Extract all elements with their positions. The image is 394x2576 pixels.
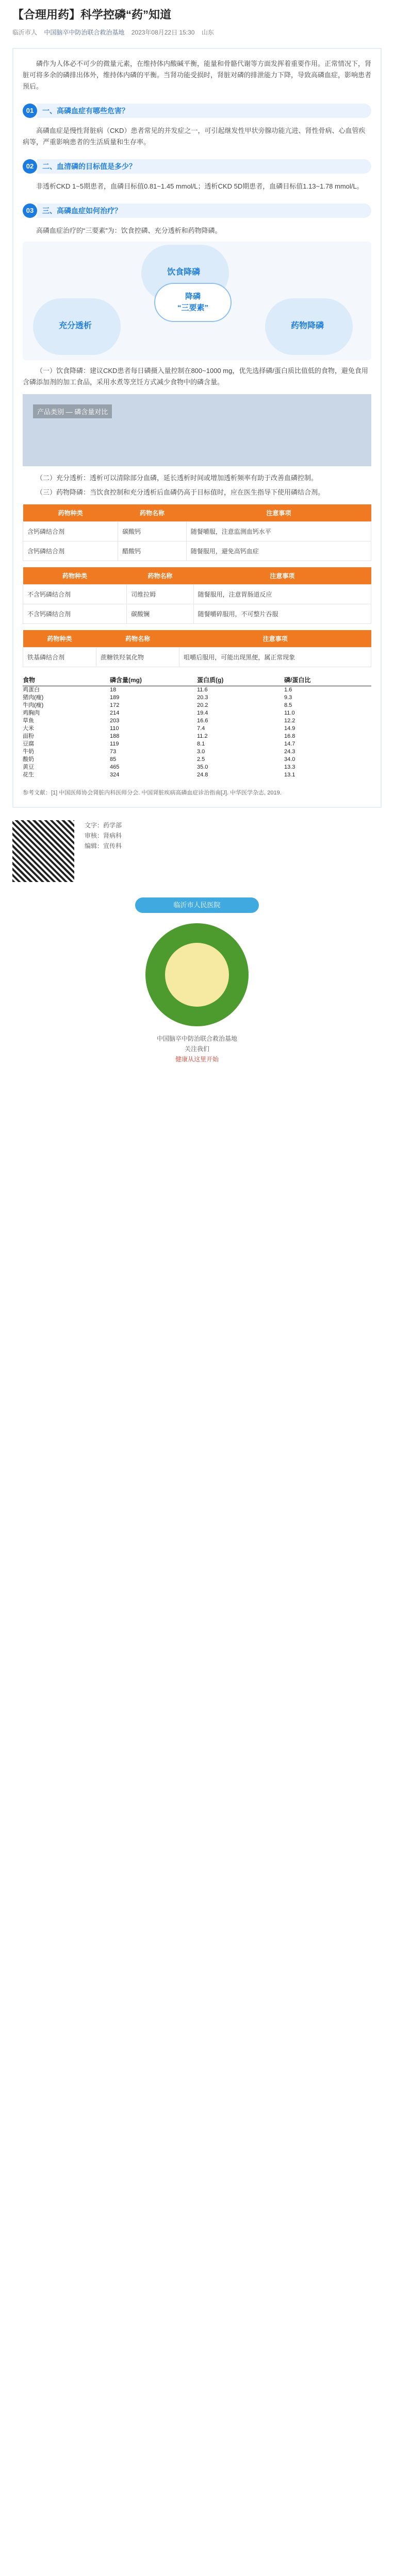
publish-date: 2023年08月22日 15:30 [131,29,195,36]
food-header-cell: 磷含量(mg) [110,676,142,684]
table-cell: 不含钙磷结合剂 [23,604,127,624]
table1-header-notes: 注意事项 [186,504,371,522]
table-cell: 随餐嚼服，注意监测血钙水平 [186,522,371,541]
article-header [0,0,394,40]
table-cell: 随餐嚼碎服用，不可整片吞服 [193,604,371,624]
table-cell: 34.0 [284,756,296,762]
table-cell: 85 [110,756,117,762]
table-cell: 16.6 [197,718,208,724]
section-3-title: 三、高磷血症如何治疗？ [37,204,371,218]
food-table-header [23,675,371,686]
table-cell: 8.5 [284,702,292,708]
core-line-1: 降磷 [185,292,201,301]
section-1-head [23,104,371,118]
table-cell: 1.6 [284,687,292,693]
table-cell: 猪肉(瘦) [23,694,44,701]
table-cell: 172 [110,702,120,708]
author: 临沂市人 [12,29,38,36]
table-cell: 13.3 [284,764,296,770]
table-cell: 24.3 [284,749,296,755]
qr-code-icon[interactable] [12,820,74,882]
table-row [23,694,371,702]
table-cell: 咀嚼后服用，可能出现黑便，属正常现象 [179,648,371,667]
table-cell: 铁基磷结合剂 [23,648,96,667]
non-calcium-binder-table [23,567,371,624]
table3-header-type: 药物种类 [23,630,96,648]
table-row [23,725,371,733]
brand-pill[interactable]: 临沂市人民医院 [135,897,259,913]
article-body [12,48,382,808]
diet-label: 饮食降磷 [167,268,201,277]
org-link[interactable]: 中国脑卒中防治联合救治基地 [44,29,125,36]
article-meta [12,28,382,37]
table1-header-type: 药物种类 [23,504,118,522]
drug-label: 药物降磷 [291,321,324,330]
section-3-body: 高磷血症治疗的“三要素”为：饮食控磷、充分透析和药物降磷。 [36,227,222,234]
table-cell: 18 [110,687,117,693]
table-cell: 73 [110,749,117,755]
table-cell: 9.3 [284,694,292,701]
table-row [23,541,371,561]
table-cell: 19.4 [197,710,208,716]
table-cell: 11.2 [197,733,208,739]
table-cell: 14.9 [284,725,296,732]
table-cell: 牛肉(瘦) [23,702,44,708]
table-cell: 鸡胸肉 [23,710,40,716]
section-1-number: 01 [23,104,37,118]
table-cell: 豆腐 [23,741,34,747]
table-cell: 465 [110,764,120,770]
table-row [23,748,371,756]
food-header-cell: 食物 [23,676,36,684]
table-cell: 随餐服用，避免高钙血症 [186,541,371,561]
table-cell: 7.4 [197,725,205,732]
drug-paragraph: （三）药物降磷：当饮食控制和充分透析后血磷仍高于目标值时，应在医生指导下使用磷结合剂。 [36,488,325,496]
food-header-cell: 蛋白质(g) [197,676,224,684]
credit-line: 编辑：宣传科 [85,842,122,850]
table-row [23,702,371,709]
table1-header-name: 药物名称 [118,504,187,522]
article-title: 【合理用药】科学控磷“药”知道 [12,8,172,21]
diet-paragraph: （一）饮食降磷：建议CKD患者每日磷摄入量控制在800~1000 mg，优先选择磷/蛋白质比值低的食物，避免食用含磷添加剂的加工食品，采用水煮等烹饪方式减少食物中的磷含量。 [23,367,368,386]
stroke-center-logo-icon [145,923,249,1026]
table-cell: 面粉 [23,733,34,739]
table-cell: 草鱼 [23,718,34,724]
table-cell: 35.0 [197,764,208,770]
table2-header-name: 药物名称 [127,567,193,585]
table-cell: 110 [110,725,119,732]
section-2-head [23,159,371,174]
table2-header-notes: 注意事项 [193,567,371,585]
table-cell: 324 [110,772,120,778]
closing-text [0,1033,394,1064]
closing-line-2: 关注我们 [184,1045,209,1053]
table-cell: 醋酸钙 [118,541,187,561]
table-cell: 含钙磷结合剂 [23,541,118,561]
table-cell: 11.0 [284,710,295,716]
table-row [23,522,371,541]
table-row [23,740,371,748]
food-phosphorus-table [23,675,371,779]
table-cell: 13.1 [284,772,296,778]
table-cell: 碳酸钙 [118,522,187,541]
table-cell: 203 [110,718,120,724]
references: 参考文献：[1] 中国医师协会肾脏内科医师分会. 中国肾脏疾病高磷血症诊治指南[J]. 中华医学杂志, 2019. [23,790,282,796]
table-cell: 14.7 [284,741,296,747]
table-row [23,709,371,717]
table-cell: 24.8 [197,772,208,778]
credit-line: 文字：药学部 [85,822,122,829]
table-cell: 鸡蛋白 [23,687,40,693]
table-cell: 20.3 [197,694,208,701]
table-cell: 牛奶 [23,749,34,755]
table-cell: 214 [110,710,120,716]
table-cell: 2.5 [197,756,205,762]
closing-line-1: 中国脑卒中防治联合救治基地 [156,1035,237,1042]
three-elements-core [154,283,232,322]
table-cell: 3.0 [197,749,205,755]
table-cell: 189 [110,694,120,701]
table-row [23,648,371,667]
table3-header-name: 药物名称 [96,630,179,648]
table-row [23,604,371,624]
dialysis-label: 充分透析 [59,321,92,330]
table-cell: 黄豆 [23,764,34,770]
table-cell: 大米 [23,725,34,732]
table-cell: 酸奶 [23,756,34,762]
section-3-number: 03 [23,204,37,218]
section-1-body: 高磷血症是慢性肾脏病（CKD）患者常见的并发症之一，可引起继发性甲状旁腺功能亢进、肾性骨病、心血管疾病等，严重影响患者的生活质量和生存率。 [23,127,366,146]
table-cell: 蔗糖铁羟氧化物 [96,648,179,667]
table-cell: 12.2 [284,718,296,724]
table-cell: 16.8 [284,733,296,739]
table-row [23,756,371,764]
logo-inner-icon [165,943,229,1007]
table-cell: 不含钙磷结合剂 [23,585,127,604]
credits [85,820,122,882]
section-1-title: 一、高磷血症有哪些危害？ [37,104,371,118]
table-cell: 119 [110,741,119,747]
section-2-body: 非透析CKD 1~5期患者，血磷目标值0.81~1.45 mmol/L；透析CKD 5D期患者，血磷目标值1.13~1.78 mmol/L。 [36,182,364,190]
table-cell: 含钙磷结合剂 [23,522,118,541]
table-cell: 11.6 [197,687,208,693]
section-2-title: 二、血清磷的目标值是多少？ [37,159,371,174]
dialysis-paragraph: （二）充分透析：透析可以清除部分血磷，延长透析时间或增加透析频率有助于改善血磷控制。 [36,474,318,482]
section-3-head [23,204,371,218]
location: 山东 [201,29,214,36]
intro-paragraph: 磷作为人体必不可少的微量元素，在维持体内酸碱平衡，能量和骨骼代谢等方面发挥着重要作用。正常情况下，肾脏可将多余的磷排出体外，维持体内磷的平衡。当肾功能受损时，肾脏对磷的排泄能力下降，导致高磷血症，影响患者预后。 [23,60,372,90]
food-photo [23,394,371,466]
table3-header-notes: 注意事项 [179,630,371,648]
table-cell: 碳酸镧 [127,604,193,624]
iron-binder-table [23,630,371,667]
table2-header-type: 药物种类 [23,567,127,585]
credit-line: 审核：肾病科 [85,832,122,839]
table-cell: 花生 [23,772,34,778]
table-cell: 随餐服用，注意胃肠道反应 [193,585,371,604]
table-row [23,764,371,771]
table-row [23,771,371,779]
table-cell: 188 [110,733,120,739]
table-cell: 20.2 [197,702,208,708]
table-row [23,733,371,740]
closing-highlight: 健康从这里开始 [175,1056,219,1063]
table-cell: 8.1 [197,741,205,747]
calcium-binder-table [23,504,371,561]
table-row [23,686,371,694]
photo-caption: 产品类别 — 磷含量对比 [33,404,112,418]
food-header-cell: 磷/蛋白比 [284,676,311,684]
table-row [23,717,371,725]
three-elements-graphic [23,242,371,360]
footer-meta [12,820,382,882]
core-line-2: “三要素” [177,303,208,312]
food-table-rows [23,686,371,779]
table-cell: 司维拉姆 [127,585,193,604]
table-row [23,585,371,604]
section-2-number: 02 [23,159,37,174]
